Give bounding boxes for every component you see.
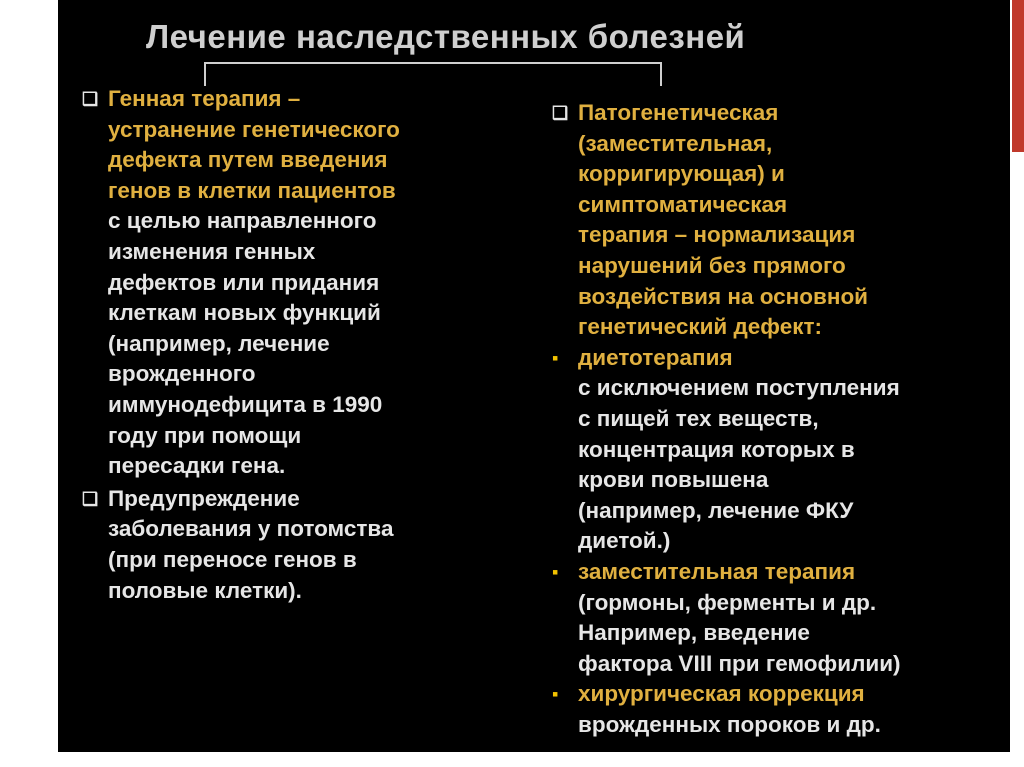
pathogenetic-item	[552, 98, 982, 343]
slide-title: Лечение наследственных болезней	[146, 18, 746, 55]
gene-therapy-text	[108, 206, 482, 481]
prevention-item	[82, 484, 482, 606]
text-line: диетой.)	[578, 528, 671, 554]
square-bullet-icon: ▪	[552, 347, 559, 368]
pathogenetic-highlight	[578, 98, 982, 343]
text-line: дефектов или придания	[108, 269, 380, 295]
square-bullet-icon: ▪	[552, 684, 559, 705]
text-line: Например, введение	[578, 620, 810, 646]
text-line: (например, лечение	[108, 330, 330, 356]
text-line: концентрация которых в	[578, 436, 855, 462]
right-column	[552, 98, 982, 740]
subitem-highlight: хирургическая коррекция	[578, 681, 865, 707]
text-line: (гормоны, ферменты и др.	[578, 589, 877, 615]
checkbox-outline-icon: ❑	[82, 89, 99, 109]
text-line: нарушений без прямого	[578, 252, 846, 278]
left-column	[82, 84, 482, 606]
checkbox-outline-icon: ❑	[552, 103, 569, 123]
prevention-text	[108, 484, 482, 606]
text-line: заболевания у потомства	[108, 516, 394, 542]
text-line: дефекта путем введения	[108, 147, 388, 173]
text-line: иммунодефицита в 1990	[108, 391, 383, 417]
accent-bar	[1012, 0, 1024, 152]
text-line: генов в клетки пациентов	[108, 177, 396, 203]
text-line: Предупреждение	[108, 485, 300, 511]
text-line: крови повышена	[578, 467, 769, 493]
text-line: с пищей тех веществ,	[578, 405, 819, 431]
therapy-subitems	[552, 343, 982, 741]
text-line: корригирующая) и	[578, 161, 785, 187]
text-line: клеткам новых функций	[108, 300, 381, 326]
text-line: устранение генетического	[108, 116, 400, 142]
text-line: с исключением поступления	[578, 375, 900, 401]
gene-therapy-highlight	[108, 84, 482, 206]
subitem-highlight: диетотерапия	[578, 344, 733, 370]
text-line: Патогенетическая	[578, 100, 779, 125]
title-bracket	[204, 62, 662, 86]
text-line: пересадки гена.	[108, 453, 286, 479]
text-line: году при помощи	[108, 422, 302, 448]
text-line: (например, лечение ФКУ	[578, 497, 854, 523]
checkbox-outline-icon: ❑	[82, 488, 99, 509]
text-line: с целью направленного	[108, 208, 377, 234]
text-line: врожденного	[108, 361, 256, 387]
text-line: изменения генных	[108, 238, 316, 264]
text-line: Генная терапия –	[108, 86, 301, 111]
text-line: (заместительная,	[578, 130, 773, 156]
text-line: воздействия на основной	[578, 283, 869, 309]
text-line: половые клетки).	[108, 577, 302, 603]
therapy-subitem	[552, 343, 982, 557]
square-bullet-icon: ▪	[552, 561, 559, 582]
text-line: генетический дефект:	[578, 314, 822, 340]
text-line: (при переносе генов в	[108, 546, 357, 572]
therapy-subitem	[552, 557, 982, 679]
text-line: симптоматическая	[578, 191, 788, 217]
subitem-highlight: заместительная терапия	[578, 558, 856, 584]
gene-therapy-item	[82, 84, 482, 482]
therapy-subitem	[552, 679, 982, 740]
slide	[58, 0, 1010, 752]
text-line: терапия – нормализация	[578, 222, 856, 248]
text-line: фактора VIII при гемофилии)	[578, 650, 901, 676]
text-line: врожденных пороков и др.	[578, 711, 881, 737]
